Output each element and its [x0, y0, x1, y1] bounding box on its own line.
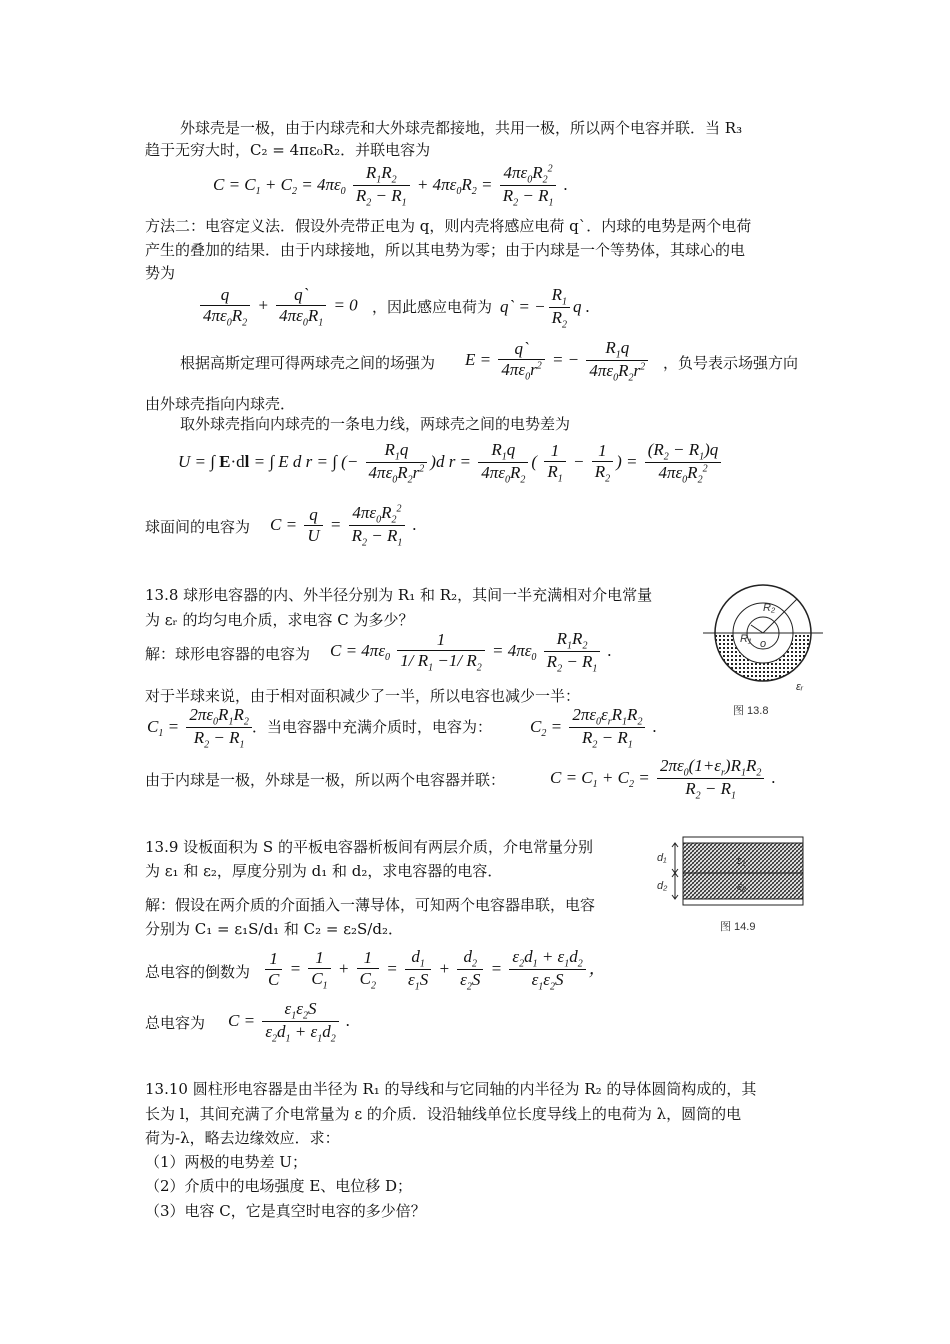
text-line: 方法二：电容定义法．假设外壳带正电为 q，则内壳将感应电荷 q`．内球的电势是两个电荷 [145, 217, 752, 235]
equation-series-total: C = $\frac{\varepsilon_1\varepsilon_2S}{\varepsilon_2d_1 + \varepsilon_1d_2}$ . [228, 999, 351, 1045]
label-d2: d₂ [657, 880, 668, 892]
question-1: （1）两极的电势差 U； [145, 1153, 307, 1171]
figure-14-9 [655, 833, 815, 911]
text-line: ，因此感应电荷为 [372, 298, 493, 316]
text-line: 趋于无穷大时，C₂ = 4πε₀R₂．并联电容为 [145, 141, 431, 159]
text-line: 球面间的电容为 [145, 518, 251, 536]
text-line: 取外球壳指向内球壳的一条电力线，两球壳之间的电势差为 [180, 415, 571, 433]
text-line: 总电容的倒数为 [145, 963, 251, 981]
text-line: 产生的叠加的结果．由于内球接地，所以其电势为零；由于内球是一个等势体，其球心的电 [145, 241, 746, 259]
text-line: 解：假设在两介质的介面插入一薄导体，可知两个电容器串联，电容 [145, 896, 596, 914]
problem-13-8: 13.8 球形电容器的内、外半径分别为 R₁ 和 R₂，其间一半充满相对介电常量 [145, 586, 653, 604]
equation-potential-difference: U = ∫ E·dl = ∫ E d r = ∫ (− $\frac{R_1q}{4\pi\varepsilon_0R_2r^2}$ )d r = $\frac{R_1q}{4\pi\varepsilon_0R_2}$ ( $\frac{1}{R_1}$ − $\frac{1}{R_2}$ ) = $\frac{(R_2 - R_1)q}{4\pi\varepsilon_0R_2^2}$ [178, 440, 724, 486]
equation-spherical: $C = 4\pi\varepsilon_0$ $\frac{1}{1/ R_1 -1/ R_2}$ = $4\pi\varepsilon_0$ $\frac{R_1R_2}{R_2 - R_1}$ . [330, 629, 612, 675]
label-e2: ε₂ [737, 881, 747, 893]
figure-caption-14-9: 图 14.9 [720, 921, 756, 933]
label-o: o [760, 638, 767, 650]
figure-caption-13-8: 图 13.8 [733, 705, 769, 717]
text-line: 为 ε₁ 和 ε₂，厚度分别为 d₁ 和 d₂，求电容器的电容． [145, 862, 503, 880]
question-2: （2）介质中的电场强度 E、电位移 D； [145, 1177, 413, 1195]
question-3: （3）电容 C，它是真空时电容的多少倍？ [145, 1202, 426, 1220]
label-r1: R₁ [740, 633, 752, 645]
equation-parallel: $C = C_1 + C_2 = 4\pi\varepsilon_0$ $\frac{R_1R_2}{R_2 - R_1}$ + $4\pi\varepsilon_0R_2$ = $\frac{4\pi\varepsilon_0R_2^2}{R_2 - R_1}$ . [213, 163, 568, 209]
text-line: 总电容为 [145, 1014, 206, 1032]
equation-series: $\frac{1}{C}$ = $\frac{1}{C_1}$ + $\frac{1}{C_2}$ = $\frac{d_1}{\varepsilon_1S}$ + $\frac{d_2}{\varepsilon_2S}$ = $\frac{\varepsilon_2d_1 + \varepsilon_1d_2}{\varepsilon_1\varepsilon_2S}$ ， [262, 947, 606, 993]
text-line: ．当电容器中充满介质时，电容为： [252, 718, 493, 736]
text-line: 对于半球来说，由于相对面积减少了一半，所以电容也减少一半： [145, 687, 581, 705]
text-line: 由外球壳指向内球壳． [145, 395, 296, 413]
equation-potential: $\frac{q}{4\pi\varepsilon_0R_2}$ + $\frac{q`}{4\pi\varepsilon_0R_1}$ = 0 [197, 285, 358, 328]
equation-induced-charge: q` = − $\frac{R_1}{R_2}$ q . [500, 285, 590, 331]
label-er: εᵣ [796, 681, 803, 693]
text-line: 由于内球是一极，外球是一极，所以两个电容器并联： [145, 771, 506, 789]
equation-c-total: $C = C_1 + C_2$ = $\frac{2\pi\varepsilon_0(1+\varepsilon_r)R_1R_2}{R_2 - R_1}$ . [550, 756, 776, 802]
problem-13-9: 13.9 设板面积为 S 的平板电容器析板间有两层介质，介电常量分别 [145, 838, 593, 856]
text-line: 解：球形电容器的电容为 [145, 645, 311, 663]
text-line: 外球壳是一极，由于内球壳和大外球壳都接地，共用一极，所以两个电容并联．当 R₃ [180, 119, 743, 137]
text-line: 长为 l，其间充满了介电常量为 ε 的介质．设沿轴线单位长度导线上的电荷为 λ，圆筒的电 [145, 1105, 742, 1123]
text-line: 为 εᵣ 的均匀电介质，求电容 C 为多少？ [145, 611, 414, 629]
equation-c2: $C_2$ = $\frac{2\pi\varepsilon_0\varepsilon_rR_1R_2}{R_2 - R_1}$ . [530, 705, 657, 751]
text-line: ，负号表示场强方向 [663, 354, 799, 372]
equation-capacitance: C = $\frac{q}{U}$ = $\frac{4\pi\varepsilon_0R_2^2}{R_2 - R_1}$ . [270, 503, 417, 549]
label-d1: d₁ [657, 852, 667, 864]
text-line: 分别为 C₁ = ε₁S/d₁ 和 C₂ = ε₂S/d₂． [145, 920, 403, 938]
problem-13-10: 13.10 圆柱形电容器是由半径为 R₁ 的导线和与它同轴的内半径为 R₂ 的导体圆筒构成的，其 [145, 1080, 757, 1098]
equation-field: E = $\frac{q`}{4\pi\varepsilon_0r^2}$ = − $\frac{R_1q}{4\pi\varepsilon_0R_2r^2}$ [465, 338, 651, 384]
equation-c1: $C_1$ = $\frac{2\pi\varepsilon_0R_1R_2}{R_2 - R_1}$ [147, 705, 255, 751]
label-r2: R₂ [763, 602, 776, 614]
label-e1: ε₁ [737, 855, 746, 867]
text-line: 根据高斯定理可得两球壳之间的场强为 [180, 354, 436, 372]
text-line: 荷为-λ，略去边缘效应．求： [145, 1129, 340, 1147]
text-line: 势为 [145, 264, 176, 282]
